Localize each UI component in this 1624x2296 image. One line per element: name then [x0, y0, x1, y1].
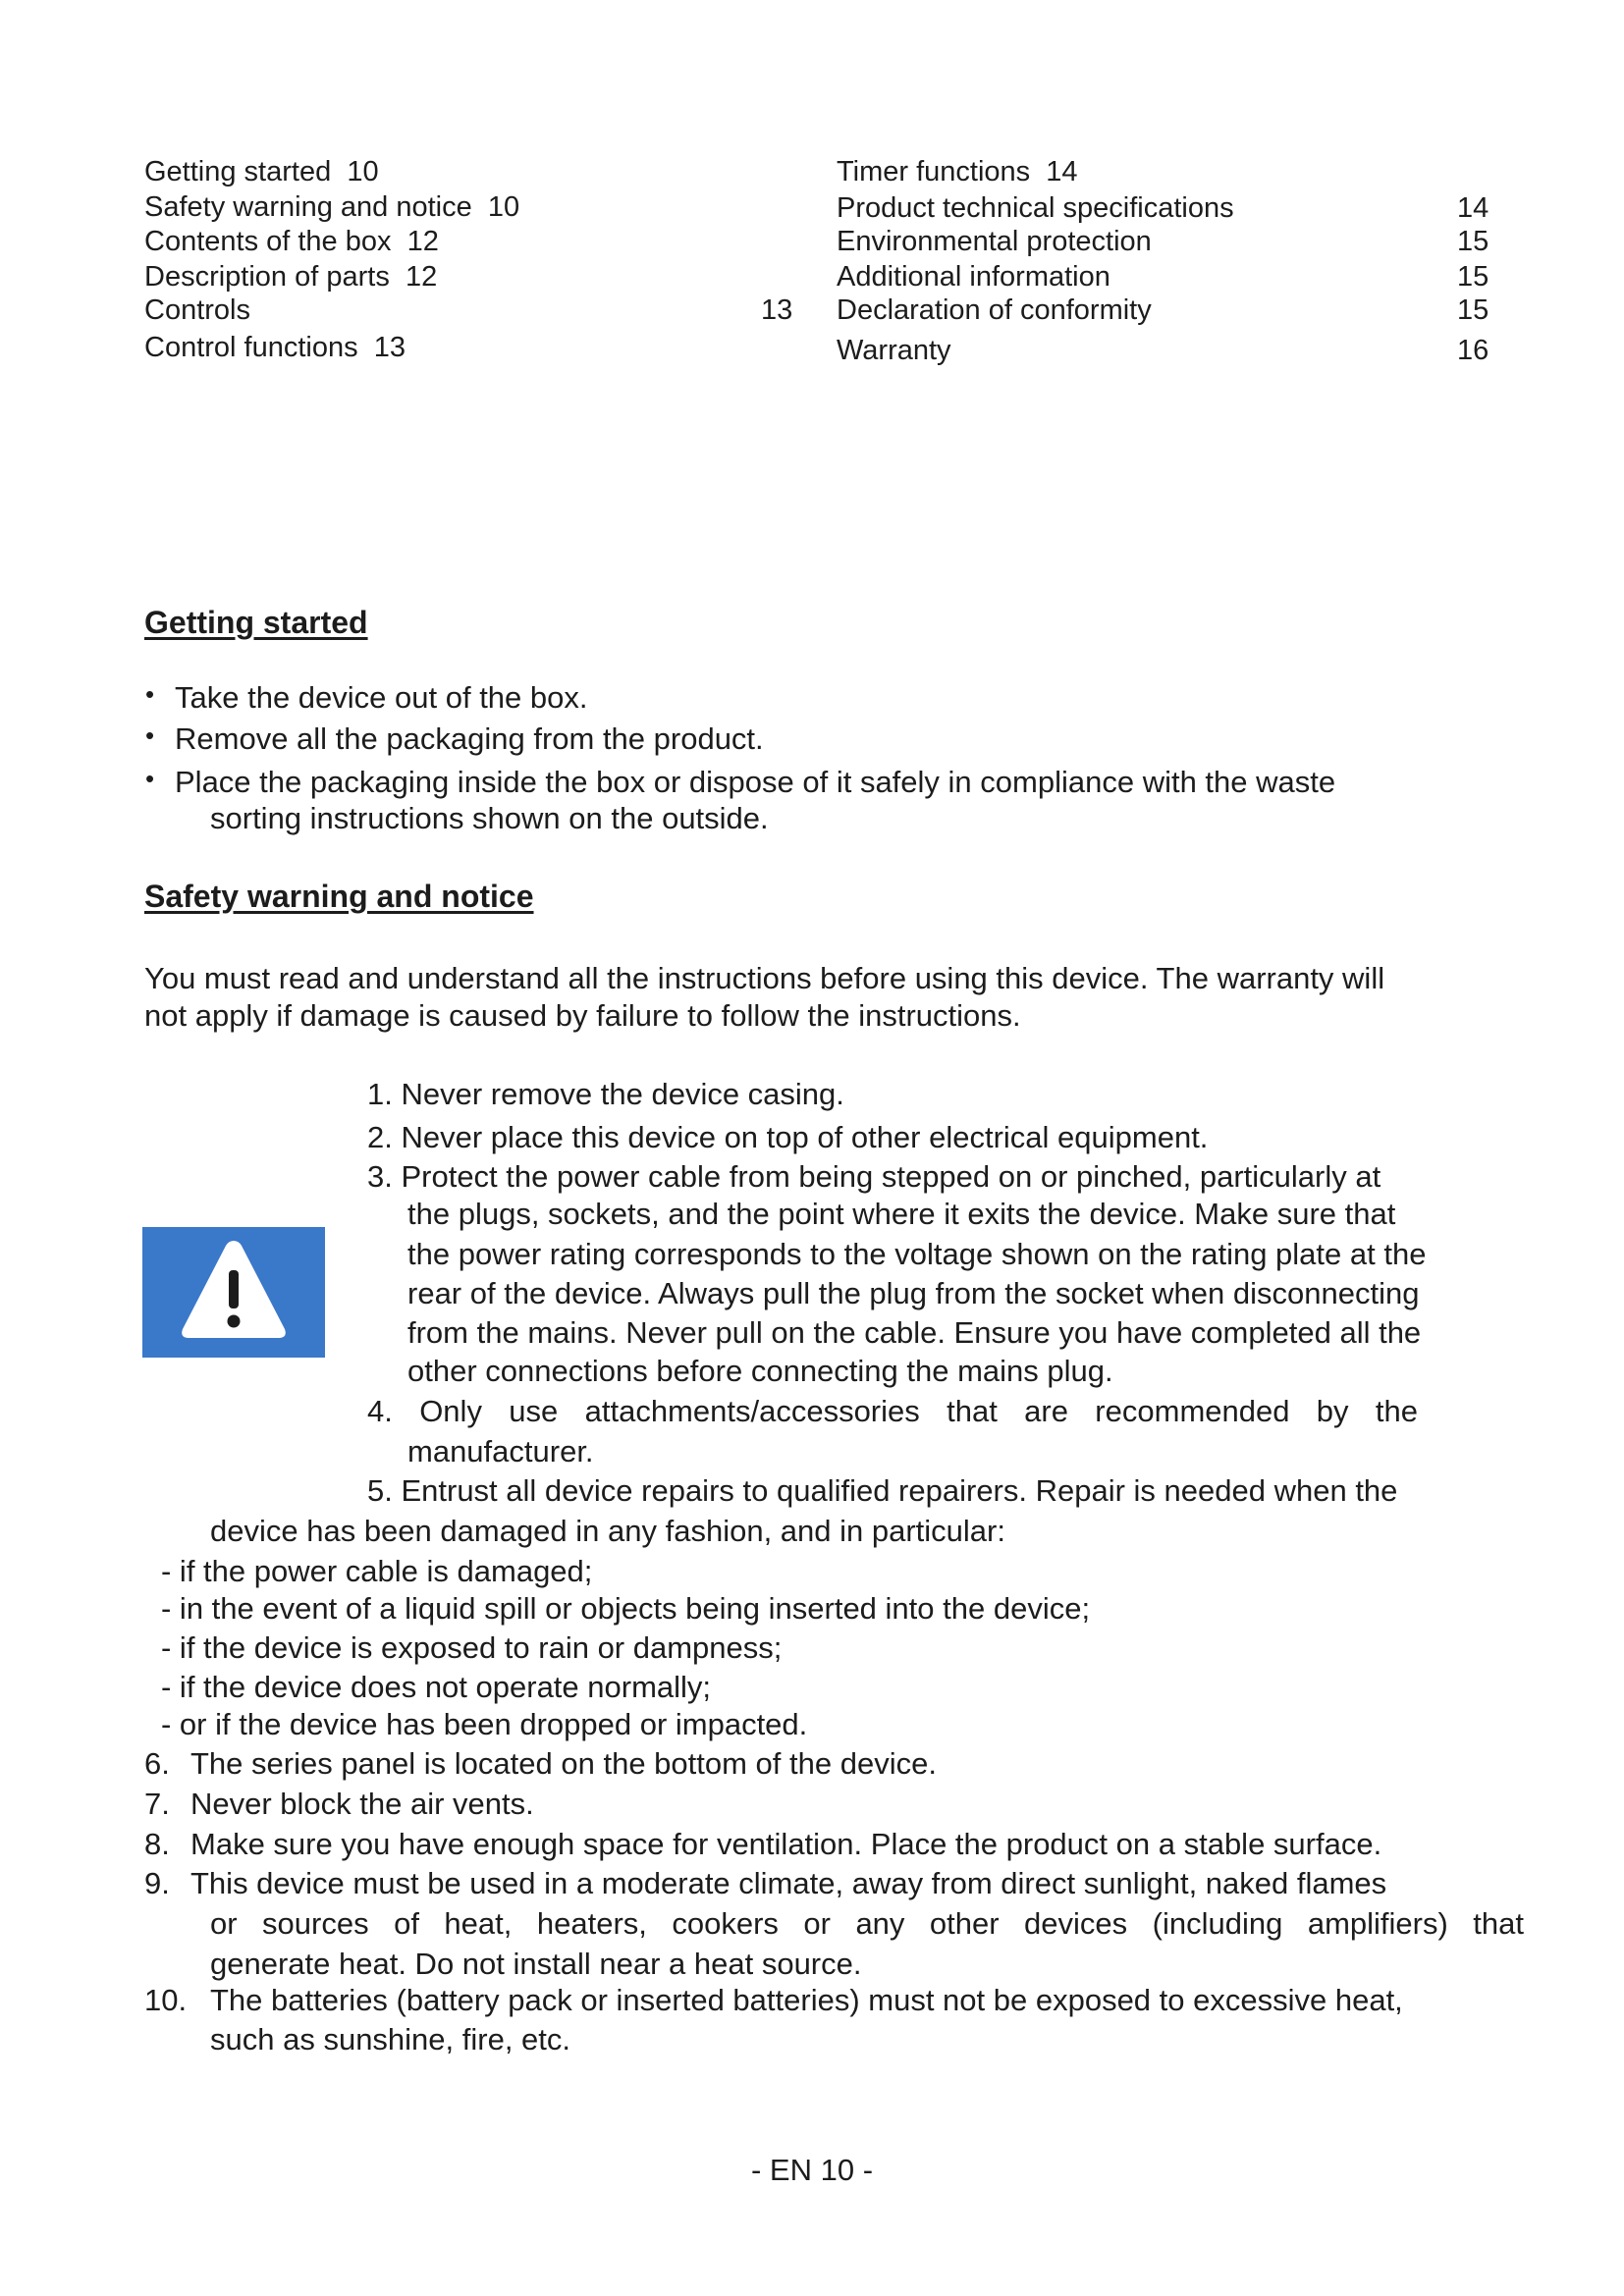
list-item: Remove all the packaging from the product.: [175, 721, 764, 756]
safety-intro-line: not apply if damage is caused by failure to follow the instructions.: [144, 998, 1021, 1033]
toc-entry-title: Contents of the box: [144, 226, 392, 257]
safety-item: 5. Entrust all device repairs to qualified repairers. Repair is needed when the: [367, 1473, 1398, 1508]
list-item: Take the device out of the box.: [175, 680, 588, 715]
safety-item-continuation: generate heat. Do not install near a heat source.: [210, 1947, 862, 1981]
safety-item-continuation: device has been damaged in any fashion, and in particular:: [210, 1514, 1005, 1548]
toc-entry-title: Timer functions: [837, 156, 1031, 187]
safety-item: 1. Never remove the device casing.: [367, 1077, 844, 1111]
toc-entry-page[interactable]: 15: [1457, 261, 1489, 293]
toc-entry-page[interactable]: 16: [1457, 335, 1489, 366]
bullet-icon: •: [145, 679, 155, 709]
safety-item-continuation: other connections before connecting the mains plug.: [407, 1354, 1113, 1388]
safety-item: Make sure you have enough space for ventilation. Place the product on a stable surface.: [190, 1827, 1382, 1861]
safety-item-number: 8.: [144, 1827, 170, 1861]
safety-item-continuation: or sources of heat, heaters, cookers or any other devices (including amplifiers) that: [210, 1906, 1524, 1941]
toc-entry[interactable]: [144, 259, 437, 294]
section-heading-safety: Safety warning and notice: [144, 879, 534, 914]
condition-item: - if the device is exposed to rain or dampness;: [161, 1630, 783, 1665]
toc-entry-page[interactable]: 13: [761, 294, 793, 326]
safety-item-continuation: manufacturer.: [407, 1434, 594, 1468]
toc-entry-title: Control functions: [144, 332, 358, 363]
condition-item: - or if the device has been dropped or impacted.: [161, 1707, 808, 1741]
toc-entry-title[interactable]: Additional information: [837, 261, 1110, 293]
safety-item-number: 7.: [144, 1787, 170, 1821]
safety-item-number: 9.: [144, 1866, 170, 1900]
toc-entry-title[interactable]: Environmental protection: [837, 226, 1152, 257]
toc-entry[interactable]: [144, 154, 379, 189]
warning-triangle-svg: [142, 1227, 325, 1358]
safety-item: 4. Only use attachments/accessories that are recommended by the: [367, 1394, 1418, 1428]
safety-item-continuation: the plugs, sockets, and the point where it exits the device. Make sure that: [407, 1197, 1396, 1231]
toc-entry-page: 13: [373, 332, 406, 363]
safety-item: 2. Never place this device on top of other electrical equipment.: [367, 1120, 1209, 1154]
toc-entry-page: 10: [347, 156, 379, 187]
toc-entry-title[interactable]: Product technical specifications: [837, 192, 1234, 224]
toc-entry-title: Safety warning and notice: [144, 191, 472, 223]
safety-intro-line: You must read and understand all the instructions before using this device. The warranty will: [144, 961, 1385, 995]
toc-entry-page: 14: [1046, 156, 1078, 187]
toc-entry[interactable]: [837, 154, 1078, 189]
safety-item: 3. Protect the power cable from being stepped on or pinched, particularly at: [367, 1159, 1381, 1194]
safety-item-continuation: from the mains. Never pull on the cable. Ensure you have completed all the: [407, 1315, 1422, 1350]
toc-entry-title: Getting started: [144, 156, 332, 187]
toc-entry-page: 12: [405, 261, 438, 293]
condition-item: - if the device does not operate normally;: [161, 1670, 712, 1704]
safety-item: Never block the air vents.: [190, 1787, 534, 1821]
toc-entry-title: Description of parts: [144, 261, 390, 293]
list-item-continuation: sorting instructions shown on the outside.: [210, 801, 769, 835]
safety-item-continuation: such as sunshine, fire, etc.: [210, 2022, 571, 2056]
toc-entry-page[interactable]: 15: [1457, 226, 1489, 257]
condition-item: - if the power cable is damaged;: [161, 1554, 593, 1588]
toc-entry-page[interactable]: 15: [1457, 294, 1489, 326]
toc-entry[interactable]: [144, 293, 250, 328]
bullet-icon: •: [145, 764, 155, 793]
toc-entry-title[interactable]: Declaration of conformity: [837, 294, 1152, 326]
safety-item-continuation: rear of the device. Always pull the plug from the socket when disconnecting: [407, 1276, 1420, 1310]
section-heading-getting-started: Getting started: [144, 605, 368, 640]
toc-entry[interactable]: [144, 224, 439, 259]
list-item: Place the packaging inside the box or dispose of it safely in compliance with the waste: [175, 765, 1336, 799]
warning-triangle-icon: [142, 1227, 325, 1358]
safety-item-number: 6.: [144, 1746, 170, 1781]
safety-item-continuation: the power rating corresponds to the voltage shown on the rating plate at the: [407, 1237, 1427, 1271]
toc-entry[interactable]: [144, 330, 406, 365]
toc-entry-title: Controls: [144, 294, 250, 326]
page-number: - EN 10 -: [750, 2153, 874, 2187]
safety-item: This device must be used in a moderate climate, away from direct sunlight, naked flames: [190, 1866, 1387, 1900]
condition-item: - in the event of a liquid spill or objects being inserted into the device;: [161, 1591, 1091, 1626]
bullet-icon: •: [145, 721, 155, 750]
safety-item: The batteries (battery pack or inserted batteries) must not be exposed to excessive heat,: [210, 1983, 1403, 2017]
safety-item: The series panel is located on the bottom of the device.: [190, 1746, 937, 1781]
toc-entry-page[interactable]: 14: [1457, 192, 1489, 224]
safety-item-number: 10.: [144, 1983, 188, 2017]
toc-entry[interactable]: [144, 189, 519, 225]
toc-entry-page: 12: [406, 226, 439, 257]
toc-entry-title[interactable]: Warranty: [837, 335, 951, 366]
toc-entry-page: 10: [487, 191, 520, 223]
